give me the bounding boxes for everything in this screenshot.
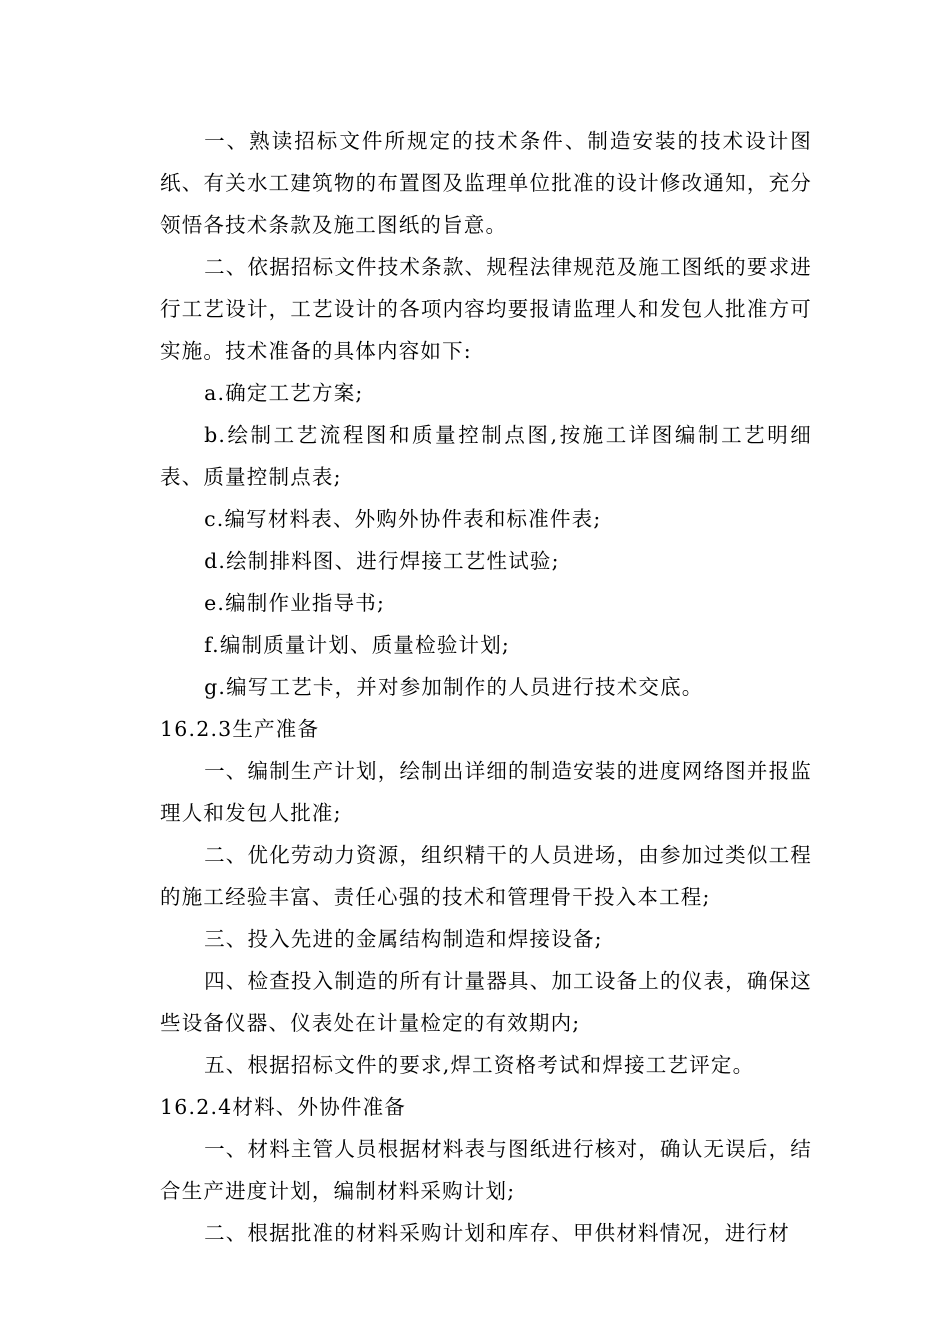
list-item-c: c.编写材料表、外购外协件表和标准件表;: [204, 507, 602, 531]
list-item-a: a.确定工艺方案;: [204, 381, 364, 405]
list-item-e: e.编制作业指导书;: [204, 591, 386, 615]
paragraph-item-4: 二、优化劳动力资源，组织精干的人员进场，由参加过类似工程的施工经验丰富、责任心强的技术和管理骨干投入本工程;: [160, 843, 812, 909]
paragraph-item-6: 四、检查投入制造的所有计量器具、加工设备上的仪表，确保这些设备仪器、仪表处在计量检定的有效期内;: [160, 969, 812, 1035]
list-item-g: g.编写工艺卡，并对参加制作的人员进行技术交底。: [204, 675, 704, 699]
paragraph-item-8: 一、材料主管人员根据材料表与图纸进行核对，确认无误后，结合生产进度计划，编制材料采购计划;: [160, 1137, 812, 1203]
paragraph-item-5: 三、投入先进的金属结构制造和焊接设备;: [204, 927, 603, 951]
list-item-b: b.绘制工艺流程图和质量控制点图,按施工详图编制工艺明细表、质量控制点表;: [160, 423, 812, 489]
list-item-f: f.编制质量计划、质量检验计划;: [204, 633, 511, 657]
list-item-d: d.绘制排料图、进行焊接工艺性试验;: [204, 549, 560, 573]
paragraph-item-9: 二、根据批准的材料采购计划和库存、甲供材料情况，进行材: [204, 1221, 790, 1245]
paragraph-item-7: 五、根据招标文件的要求,焊工资格考试和焊接工艺评定。: [204, 1053, 755, 1077]
document-body: [160, 120, 812, 1254]
paragraph-item-3: 一、编制生产计划，绘制出详细的制造安装的进度网络图并报监理人和发包人批准;: [160, 759, 812, 825]
paragraph-item-2: 二、依据招标文件技术条款、规程法律规范及施工图纸的要求进行工艺设计，工艺设计的各项内容均要报请监理人和发包人批准方可实施。技术准备的具体内容如下:: [160, 255, 812, 363]
paragraph-item-1: 一、熟读招标文件所规定的技术条件、制造安装的技术设计图纸、有关水工建筑物的布置图及监理单位批准的设计修改通知，充分领悟各技术条款及施工图纸的旨意。: [160, 129, 812, 237]
section-heading-16-2-3: 16.2.3生产准备: [160, 717, 320, 741]
section-heading-16-2-4: 16.2.4材料、外协件准备: [160, 1095, 407, 1119]
